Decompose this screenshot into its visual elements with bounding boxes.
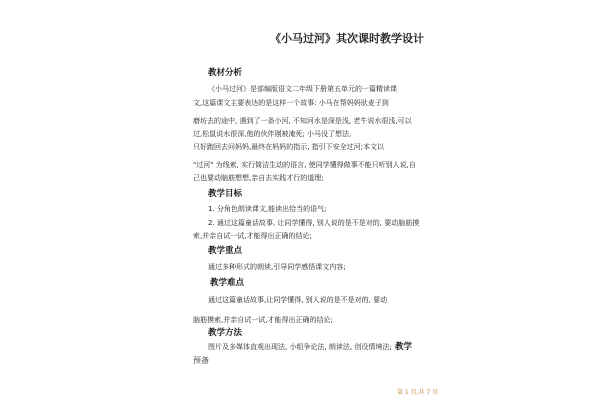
method-line: 图片及多媒体直观出现法, 小组争论法, 朗读法, 创设情境法;	[208, 343, 392, 351]
paragraph-line: 过,松鼠说水很深,他的伙伴刚被淹死; 小马没了想法,	[193, 130, 352, 138]
paragraph-line: 磨坊去的途中, 遇到了一条小河, 不知河水是深是浅, 老牛说水很浅,可以	[193, 117, 412, 125]
paragraph-line: 《小马过河》是部编版语文二年级下册第五单元的一篇精读课	[208, 85, 397, 93]
heading-goals: 教学目标	[208, 189, 243, 199]
goal-item: 1. 分角色朗读课文,能读出恰当的语气;	[208, 205, 327, 213]
key-point-line: 通过多种形式的朗读,引导同学感悟课文内容;	[208, 263, 346, 271]
paragraph-line: 文,这篇课文主要表达的是这样一个故事: 小马在帮妈妈驮麦子到	[193, 99, 389, 107]
heading-method: 教学方法	[208, 328, 243, 338]
heading-difficulty: 教学难点	[210, 278, 245, 288]
paragraph-line: "过河" 为线索, 实行简洁生动的语言, 使同学懂得做事不能只听别人说,自	[193, 161, 416, 169]
paragraph-line: 只好跑回去问妈妈,最终在妈妈的指示, 指引下安全过河;本文以	[193, 143, 385, 151]
heading-analysis: 教材分析	[208, 68, 243, 78]
method-line: 预备	[193, 356, 209, 365]
paragraph-line: 己也要动脑筋想想,亲自去实践才行的道理;	[193, 174, 324, 182]
method-line-tail: 教学	[395, 342, 413, 352]
heading-key-points: 教学重点	[208, 246, 243, 256]
difficulty-line: 通过这篇童话故事,让同学懂得, 别人说的是不是对的, 要动	[208, 296, 388, 304]
doc-title: 《小马过河》其次课时教学设计	[270, 32, 424, 45]
page-footer: 第 1 页,共 7 页	[397, 389, 439, 396]
difficulty-line: 脑筋摸索,并亲自试一试,才能得出正确的结论;	[193, 316, 333, 324]
goal-item: 2. 通过这篇童话故事, 让同学懂得, 别人说的是不是对的, 要动脑筋摸	[208, 219, 420, 227]
goal-item: 索,并亲自试一试,才能得出正确的结论;	[193, 232, 312, 240]
